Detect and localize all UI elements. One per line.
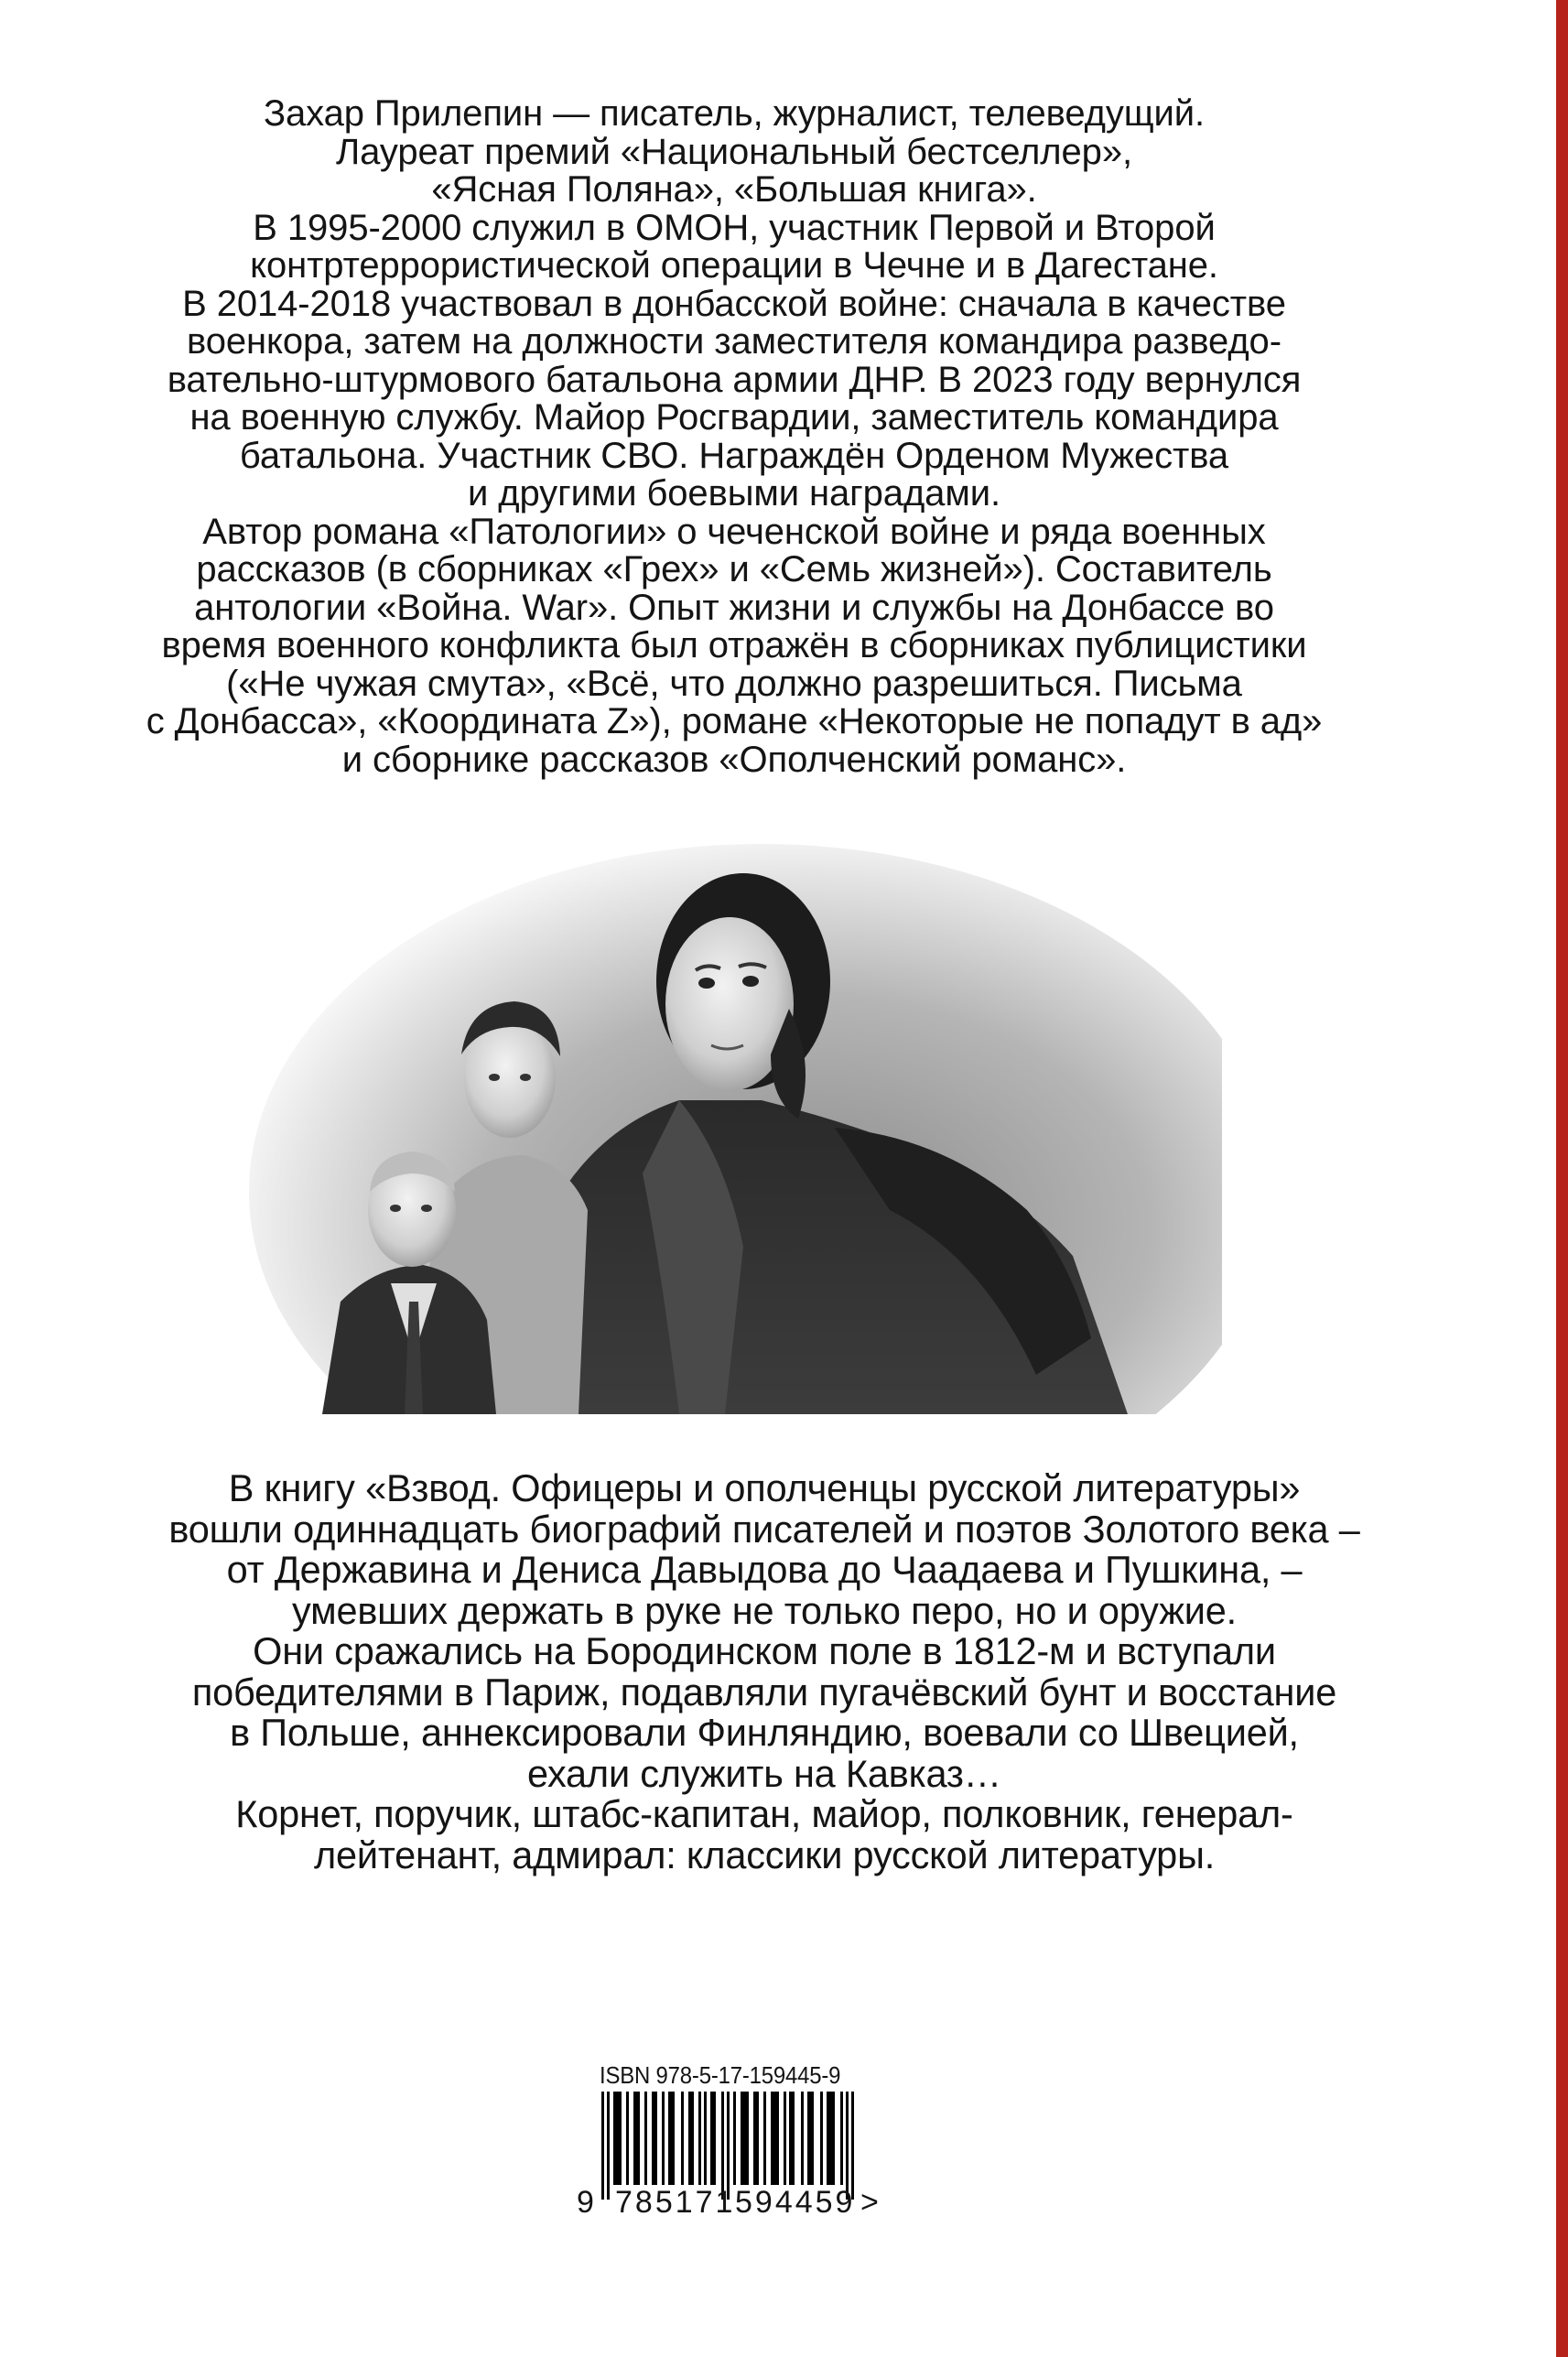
author-bio	[2, 95, 1466, 779]
barcode-bars	[601, 2092, 854, 2200]
barcode-lead-digit: 9	[577, 2185, 594, 2220]
bio-line: Лауреат премий «Национальный бестселлер»,	[336, 131, 1132, 172]
barcode-quiet-zone-mark: >	[860, 2185, 879, 2220]
barcode	[575, 2092, 904, 2220]
bio-line: и сборнике рассказов «Ополченский романс».	[341, 739, 1127, 780]
book-blurb	[32, 1468, 1497, 1876]
bio-line: военкора, затем на должности заместителя командира разведо-	[187, 321, 1281, 362]
bio-line: контртеррористической операции в Чечне и в Дагестане.	[250, 245, 1218, 286]
bio-line: рассказов (в сборниках «Грех» и «Семь жизней»). Составитель	[196, 549, 1272, 589]
blurb-line: Корнет, поручик, штабс-капитан, майор, полковник, генерал-	[235, 1792, 1293, 1835]
blurb-line: победителями в Париж, подавляли пугачёвский бунт и восстание	[191, 1670, 1337, 1714]
blurb-line: лейтенант, адмирал: классики русской литературы.	[313, 1833, 1216, 1876]
blurb-line: В книгу «Взвод. Офицеры и ополченцы русской литературы»	[228, 1466, 1301, 1509]
bio-line: время военного конфликта был отражён в сборниках публицистики	[161, 625, 1307, 665]
barcode-left-digits: 785171	[615, 2185, 736, 2220]
spine-stripe	[1556, 0, 1568, 2357]
bio-line: батальона. Участник СВО. Награждён Орденом Мужества	[239, 435, 1229, 476]
bio-line: вательно-штурмового батальона армии ДНР. В 2023 году вернулся	[167, 359, 1302, 400]
bio-line: В 1995-2000 служил в ОМОН, участник Первой и Второй	[253, 207, 1216, 248]
bio-line: на военную службу. Майор Росгвардии, заместитель командира	[189, 397, 1279, 438]
barcode-right-digits: 594459	[735, 2185, 856, 2220]
blurb-line: в Польше, аннексировали Финляндию, воевали со Швецией,	[230, 1711, 1299, 1754]
bio-line: Захар Прилепин — писатель, журналист, телеведущий.	[263, 93, 1206, 134]
blurb-line: ехали служить на Кавказ…	[527, 1751, 1001, 1795]
bio-line: («Не чужая смута», «Всё, что должно разрешиться. Письма	[226, 663, 1242, 704]
blurb-line: вошли одиннадцать биографий писателей и поэтов Золотого века –	[168, 1507, 1360, 1551]
blurb-line: от Державина и Дениса Давыдова до Чаадаева и Пушкина, –	[226, 1548, 1303, 1591]
portrait-illustration	[249, 826, 1222, 1414]
blurb-line: умевших держать в руке не только перо, но и оружие.	[292, 1588, 1237, 1632]
bio-line: Автор романа «Патологии» о чеченской войне и ряда военных	[202, 511, 1266, 552]
isbn-label: ISBN 978-5-17-159445-9	[600, 2061, 841, 2089]
bio-line: «Ясная Поляна», «Большая книга».	[431, 169, 1037, 210]
bio-line: и другими боевыми наградами.	[467, 473, 1000, 514]
bio-line: антологии «Война. War». Опыт жизни и службы на Донбассе во	[194, 587, 1274, 628]
bio-line: с Донбасса», «Координата Z»), романе «Некоторые не попадут в ад»	[146, 701, 1323, 741]
blurb-line: Они сражались на Бородинском поле в 1812-м и вступали	[253, 1629, 1276, 1672]
bio-line: В 2014-2018 участвовал в донбасской войне: сначала в качестве	[182, 283, 1286, 324]
